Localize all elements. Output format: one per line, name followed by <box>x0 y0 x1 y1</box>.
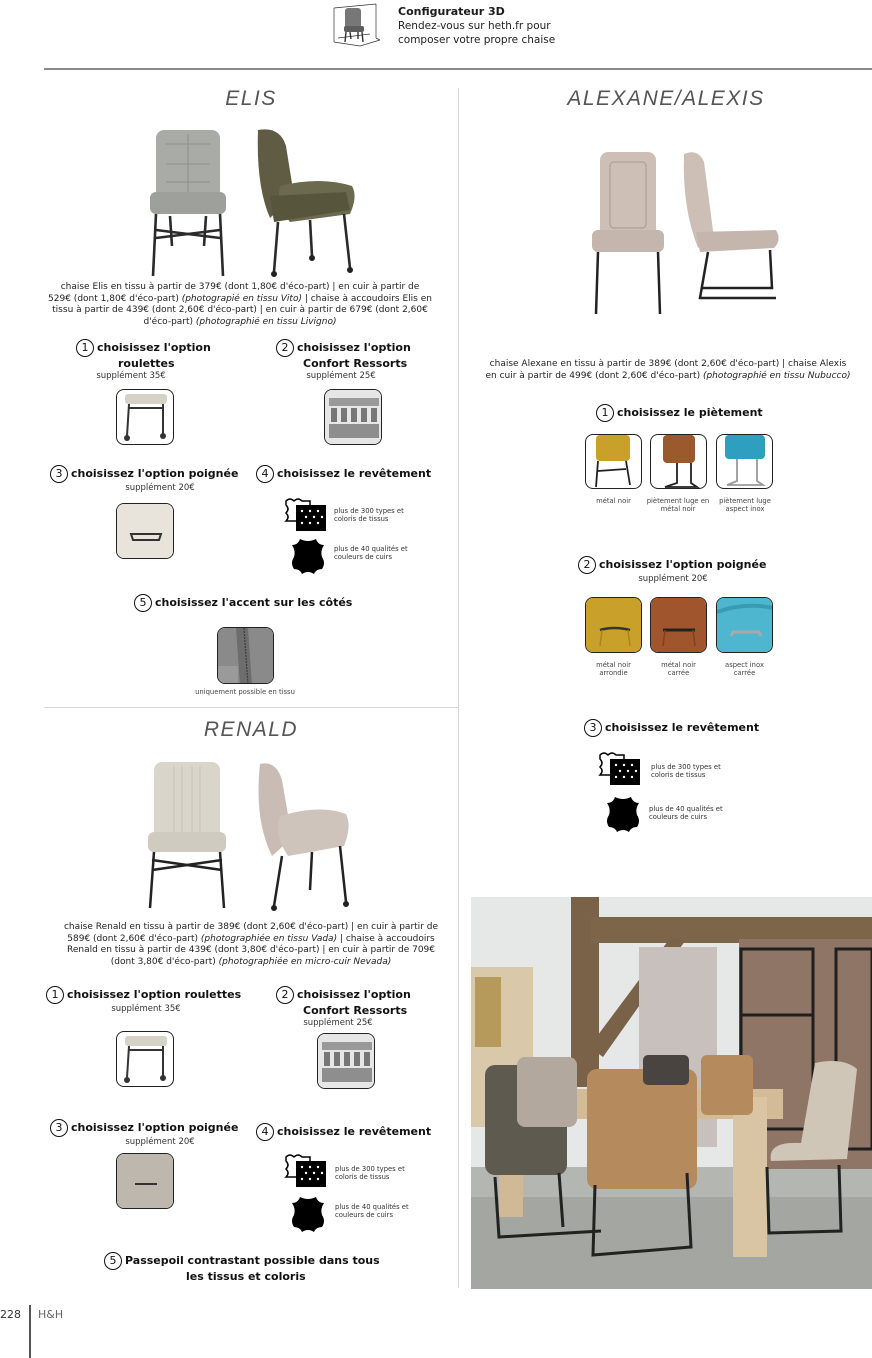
leather-count-text: plus de 40 qualités et couleurs de cuirs <box>649 805 723 821</box>
renald-step-3: 3 choisissez l'option poignée supplément 20€ <box>50 1119 250 1148</box>
leg-option-sled-inox[interactable] <box>716 434 773 489</box>
option-thumb-casters[interactable] <box>116 389 174 445</box>
dining-room-photo <box>471 897 872 1289</box>
handle-option-black-square[interactable] <box>650 597 707 653</box>
leather-count-text: plus de 40 qualités et couleurs de cuirs <box>334 545 408 561</box>
alexane-desc-line-1: chaise Alexane en tissu à partir de 389€ (dont 2,60€ d'éco-part) | chaise Alexis <box>489 359 847 369</box>
elis-step-3: 3 choisissez l'option poignée supplément 20€ <box>50 465 250 494</box>
renald-desc-line-2: 589€ (dont 2,60€ d'éco-part) (photographiée en tissu Vada) | chaise à accoudoirs <box>67 933 435 944</box>
step-number-badge: 4 <box>256 465 274 483</box>
step-number-badge: 3 <box>50 1119 68 1137</box>
model-title-elis: ELIS <box>225 87 277 110</box>
step-number-badge: 4 <box>256 1123 274 1141</box>
step-number-badge: 5 <box>134 594 152 612</box>
handle-caption-2: métal noir carrée <box>661 661 696 677</box>
configurator-line-2: composer votre propre chaise <box>398 34 556 46</box>
renald-step-5: 5 Passepoil contrastant possible dans tous les tissus et coloris <box>104 1252 404 1284</box>
step-number-badge: 1 <box>76 339 94 357</box>
model-title-renald: RENALD <box>203 718 299 741</box>
elis-step-2: 2 choisissez l'option Confort Ressorts supplément 25€ <box>276 339 426 382</box>
step-number-badge: 3 <box>50 465 68 483</box>
fabric-swatch-icon <box>284 497 330 533</box>
renald-description <box>44 922 458 968</box>
renald-desc-line-3: Renald en tissu à partir de 439€ (dont 3,80€ d'éco-part) | en cuir à partir de 709€ <box>66 945 435 956</box>
alexis-chair-image <box>678 148 782 308</box>
elis-step-5: 5 choisissez l'accent sur les côtés <box>134 594 374 612</box>
fabric-swatch-icon <box>598 751 644 787</box>
renald-chair-image <box>144 760 230 910</box>
leather-hide-icon <box>603 795 643 833</box>
option-thumb-casters[interactable] <box>116 1031 174 1087</box>
step-number-badge: 2 <box>578 556 596 574</box>
configurator-title: Configurateur 3D <box>398 5 505 18</box>
configurator-line-1: Rendez-vous sur heth.fr pour <box>398 20 551 32</box>
handle-caption-3: aspect inox carrée <box>725 661 764 677</box>
elis-desc-line-2: 529€ (dont 1,80€ d'éco-part) (photograpié en tissu Vito) | chaise à accoudoirs Elis en <box>48 293 432 304</box>
renald-desc-line-1: chaise Renald en tissu à partir de 389€ (dont 2,60€ d'éco-part) | en cuir à partir de <box>63 922 438 932</box>
leg-caption-2: piètement luge en métal noir <box>646 497 710 513</box>
footer-divider <box>29 1305 31 1358</box>
step-number-badge: 3 <box>584 719 602 737</box>
renald-desc-line-4: (dont 3,80€ d'éco-part) (photographiée en micro-cuir Nevada) <box>110 956 392 967</box>
handle-option-inox-square[interactable] <box>716 597 773 653</box>
configurator-3d-promo <box>398 5 598 47</box>
leg-caption-1: métal noir <box>596 497 631 505</box>
elis-desc-line-4: d'éco-part) (photographié en tissu Livigno) <box>143 316 337 327</box>
handle-option-black-round[interactable] <box>585 597 642 653</box>
fabric-count-text: plus de 300 types et coloris de tissus <box>651 763 721 779</box>
alexane-desc-line-2: en cuir à partir de 499€ (dont 2,60€ d'éco-part) (photographié en tissu Nubucco) <box>485 370 851 381</box>
alexane-step-2: 2 choisissez l'option poignée supplément 20€ <box>578 556 788 585</box>
model-title-alexane-alexis: ALEXANE/ALEXIS <box>567 87 765 110</box>
option-thumb-handle[interactable] <box>116 1153 174 1209</box>
leg-option-sled-black[interactable] <box>650 434 707 489</box>
fabric-count-text: plus de 300 types et coloris de tissus <box>335 1165 405 1181</box>
step-number-badge: 2 <box>276 986 294 1004</box>
leather-hide-icon <box>288 1195 328 1233</box>
step-number-badge: 5 <box>104 1252 122 1270</box>
renald-step-2: 2 choisissez l'option Confort Ressorts supplément 25€ <box>276 986 426 1029</box>
alexane-step-3: 3 choisissez le revêtement <box>584 719 784 737</box>
step-number-badge: 1 <box>596 404 614 422</box>
alexane-chair-image <box>588 148 672 316</box>
leather-count-text: plus de 40 qualités et couleurs de cuirs <box>335 1203 409 1219</box>
fabric-count-text: plus de 300 types et coloris de tissus <box>334 507 404 523</box>
elis-step-1: 1 choisissez l'option roulettes supplément 35€ <box>76 339 246 382</box>
page-number: 228 <box>0 1308 21 1321</box>
leg-caption-3: piètement luge aspect inox <box>719 497 771 513</box>
leg-option-black-metal[interactable] <box>585 434 642 489</box>
elis-armchair-image <box>250 126 360 278</box>
fabric-swatch-icon <box>284 1153 330 1189</box>
section-divider <box>44 707 458 708</box>
step-number-badge: 2 <box>276 339 294 357</box>
handle-caption-1: métal noir arrondie <box>596 661 631 677</box>
elis-desc-line-3: tissu à partir de 439€ (dont 2,60€ d'éco-part) | en cuir à partir de 679€ (dont 2,60€ <box>52 305 428 316</box>
option-thumb-springs[interactable] <box>317 1033 375 1089</box>
option-thumb-handle[interactable] <box>116 503 174 559</box>
step-number-badge: 1 <box>46 986 64 1004</box>
renald-step-1: 1 choisissez l'option roulettes supplément 35€ <box>46 986 256 1015</box>
elis-step-4: 4 choisissez le revêtement <box>256 465 456 483</box>
leather-hide-icon <box>288 537 328 575</box>
option-thumb-springs[interactable] <box>324 389 382 445</box>
option-thumb-side-accent[interactable] <box>217 627 274 684</box>
configurator-3d-icon <box>330 2 384 48</box>
elis-desc-line-1: chaise Elis en tissu à partir de 379€ (dont 1,80€ d'éco-part) | en cuir à partir de <box>60 282 420 292</box>
column-divider <box>458 88 459 1288</box>
elis-description <box>22 282 458 328</box>
renald-step-4: 4 choisissez le revêtement <box>256 1123 456 1141</box>
side-accent-caption: uniquement possible en tissu <box>195 688 295 696</box>
renald-armchair-image <box>252 760 352 912</box>
brand-name: H&H <box>38 1308 64 1321</box>
header-divider <box>44 68 872 70</box>
elis-chair-image <box>146 126 230 278</box>
alexane-description <box>466 359 870 382</box>
alexane-step-1: 1 choisissez le piètement <box>596 404 796 422</box>
